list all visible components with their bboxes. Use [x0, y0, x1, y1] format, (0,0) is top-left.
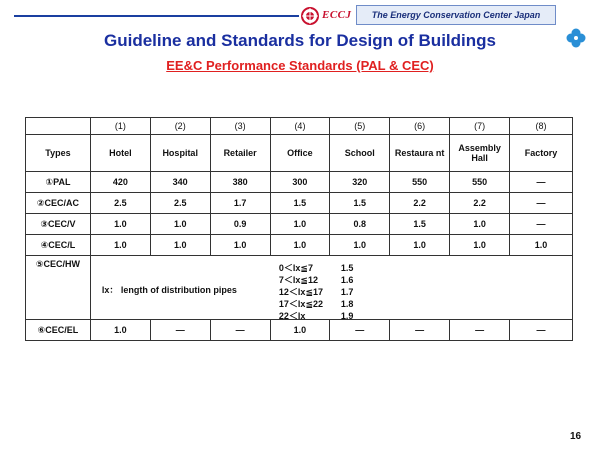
types-header: Types: [26, 135, 91, 172]
table-row-cec-hw: [26, 256, 573, 320]
table-row-cec-v: [26, 214, 573, 235]
table-row-cec-el: [26, 320, 573, 341]
table-cell: 1.5: [270, 193, 330, 214]
hw-range-row: [279, 274, 371, 286]
table-cell: 1.0: [390, 235, 450, 256]
table-cell: —: [450, 320, 510, 341]
table-cell: 340: [150, 172, 210, 193]
column-header: Restaura nt: [390, 135, 450, 172]
table-cell: 2.2: [450, 193, 510, 214]
table-cell: 550: [450, 172, 510, 193]
table-cell: 2.5: [90, 193, 150, 214]
hw-value: 1.9: [340, 310, 354, 321]
column-header: Office: [270, 135, 330, 172]
table-cell: —: [510, 172, 573, 193]
table-cell: —: [150, 320, 210, 341]
page-number: 16: [570, 431, 582, 442]
hw-merged-cell: [90, 256, 572, 320]
row-label: ⑥CEC/EL: [26, 320, 91, 341]
table-cell: 1.0: [450, 235, 510, 256]
column-number: (6): [390, 118, 450, 135]
hw-value: 1.7: [340, 286, 354, 297]
hw-value: 1.6: [340, 274, 354, 285]
table-cell: —: [510, 320, 573, 341]
hw-note: lx： length of distribution pipes: [101, 284, 237, 295]
table-cell: 1.0: [90, 214, 150, 235]
header-rule: [14, 15, 299, 17]
table-cell: 0.9: [210, 214, 270, 235]
column-header: Assembly Hall: [450, 135, 510, 172]
table-cell: 1.0: [150, 235, 210, 256]
hw-range: 12＜lx≦17: [278, 286, 323, 297]
column-number: (3): [210, 118, 270, 135]
row-label: ②CEC/AC: [26, 193, 91, 214]
table-cell: 300: [270, 172, 330, 193]
row-label: ③CEC/V: [26, 214, 91, 235]
hw-range: 22＜lx: [278, 310, 306, 321]
eccj-logo-icon: [301, 7, 319, 25]
table-cell: 1.0: [330, 235, 390, 256]
hw-range-row: [279, 286, 371, 298]
column-header: Hospital: [150, 135, 210, 172]
hw-value: 1.8: [340, 298, 354, 309]
table-cell: 550: [390, 172, 450, 193]
table-cell: 1.0: [510, 235, 573, 256]
row-label: ①PAL: [26, 172, 91, 193]
table-cell: —: [510, 214, 573, 235]
table-cell: 1.5: [330, 193, 390, 214]
row-label: ⑤CEC/HW: [26, 256, 91, 320]
hw-range-row: [279, 298, 371, 310]
hw-range-row: [279, 262, 371, 274]
table-cell: 1.0: [90, 235, 150, 256]
column-number: (7): [450, 118, 510, 135]
table-row-pal: [26, 172, 573, 193]
table-cell: 1.5: [390, 214, 450, 235]
table-cell: —: [390, 320, 450, 341]
table-row-cec-l: [26, 235, 573, 256]
table-cell: 2.5: [150, 193, 210, 214]
column-number: (1): [90, 118, 150, 135]
table-cell: —: [210, 320, 270, 341]
table-cell: 1.7: [210, 193, 270, 214]
table-cell: 1.0: [150, 214, 210, 235]
column-number: (5): [330, 118, 390, 135]
org-name-banner: The Energy Conservation Center Japan: [356, 5, 556, 25]
column-header: School: [330, 135, 390, 172]
table-cell: 320: [330, 172, 390, 193]
column-header: Retailer: [210, 135, 270, 172]
table-cell: 420: [90, 172, 150, 193]
hw-range: 7＜lx≦12: [278, 274, 318, 285]
table-cell: 1.0: [270, 214, 330, 235]
hw-value: 1.5: [340, 262, 354, 273]
column-number: (2): [150, 118, 210, 135]
table-cell: 380: [210, 172, 270, 193]
table-cell: 1.0: [450, 214, 510, 235]
table-cell: 1.0: [270, 320, 330, 341]
table-cell: 1.0: [270, 235, 330, 256]
column-header: Hotel: [90, 135, 150, 172]
column-header: Factory: [510, 135, 573, 172]
standards-table: [25, 117, 573, 341]
row-label: ④CEC/L: [26, 235, 91, 256]
table-cell: 2.2: [390, 193, 450, 214]
page-title: Guideline and Standards for Design of Buildings: [104, 31, 496, 50]
column-number: (8): [510, 118, 573, 135]
table-row-cec-ac: [26, 193, 573, 214]
column-number: (4): [270, 118, 330, 135]
table-cell: 1.0: [90, 320, 150, 341]
column-header-row: [26, 135, 573, 172]
eccj-logo-text: ECCJ: [322, 9, 352, 21]
hw-range: 0＜lx≦7: [278, 262, 313, 273]
page-subtitle: EE&C Performance Standards (PAL & CEC): [166, 58, 434, 73]
hw-range-row: [279, 310, 371, 322]
column-number-row: [26, 118, 573, 135]
table-cell: —: [330, 320, 390, 341]
table-cell: 0.8: [330, 214, 390, 235]
hw-range-list: [279, 262, 371, 322]
table-cell: —: [510, 193, 573, 214]
hw-range: 17＜lx≦22: [278, 298, 323, 309]
table-cell: 1.0: [210, 235, 270, 256]
